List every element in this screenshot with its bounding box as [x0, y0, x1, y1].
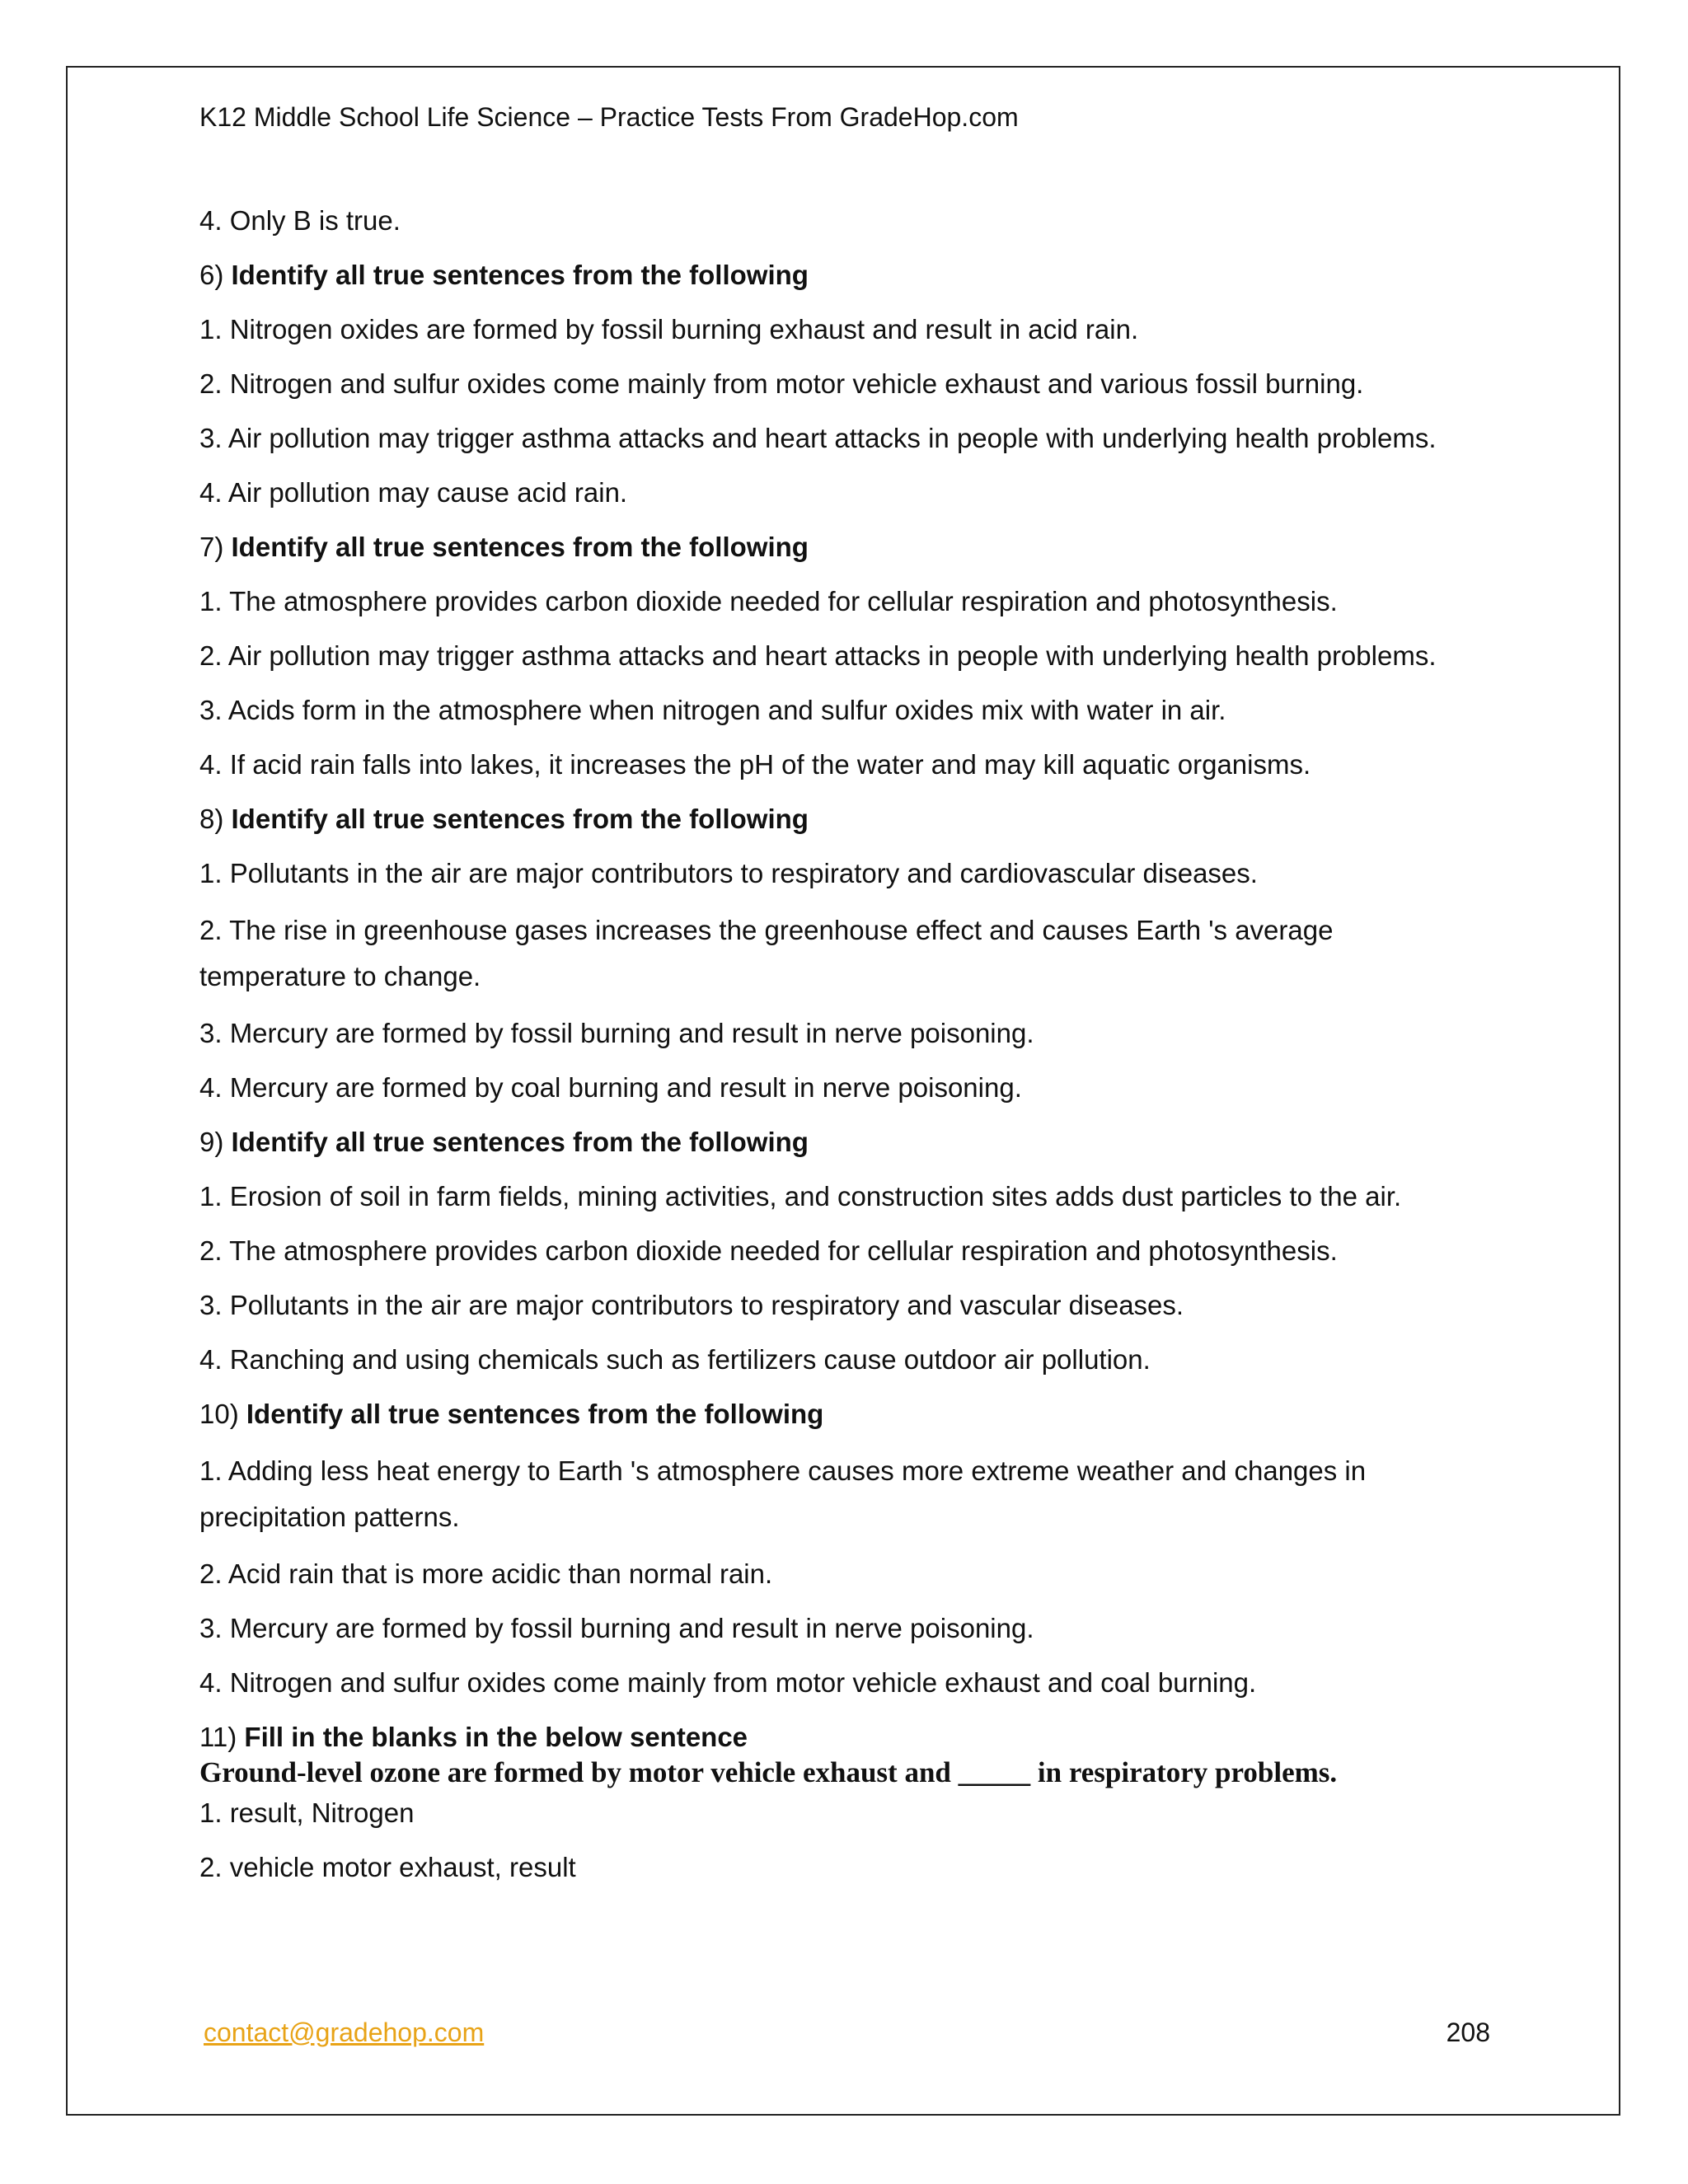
answer-option: 4. Mercury are formed by coal burning and result in nerve poisoning.: [199, 1072, 1022, 1103]
question-number: 11): [199, 1722, 237, 1752]
answer-option: 1. result, Nitrogen: [199, 1797, 415, 1828]
question-prompt: Identify all true sentences from the following: [231, 260, 809, 290]
question-number: 10): [199, 1399, 239, 1429]
question-prompt: Identify all true sentences from the following: [246, 1399, 824, 1429]
answer-option: 1. The atmosphere provides carbon dioxide needed for cellular respiration and photosynthesis.: [199, 586, 1338, 616]
question-prompt: Identify all true sentences from the following: [231, 804, 809, 834]
question-7-heading: [199, 527, 1502, 568]
answer-option: 2. The atmosphere provides carbon dioxide needed for cellular respiration and photosynthesis.: [199, 1235, 1338, 1266]
answer-option: 2. vehicle motor exhaust, result: [199, 1852, 576, 1882]
answer-option: 1. Pollutants in the air are major contributors to respiratory and cardiovascular diseases.: [199, 858, 1258, 888]
answer-option: 1. Nitrogen oxides are formed by fossil burning exhaust and result in acid rain.: [199, 314, 1139, 344]
question-number: 7): [199, 532, 224, 562]
answer-option: 3. Pollutants in the air are major contributors to respiratory and vascular diseases.: [199, 1290, 1184, 1320]
answer-option: 4. If acid rain falls into lakes, it increases the pH of the water and may kill aquatic organisms.: [199, 749, 1311, 780]
question-10-heading: [199, 1394, 1502, 1435]
answer-option: 2. Acid rain that is more acidic than normal rain.: [199, 1558, 773, 1589]
answer-option: 4. Ranching and using chemicals such as fertilizers cause outdoor air pollution.: [199, 1344, 1151, 1375]
fill-in-sentence: Ground-level ozone are formed by motor vehicle exhaust and _____ in respiratory problems.: [199, 1756, 1338, 1788]
answer-option: 2. The rise in greenhouse gases increases the greenhouse effect and causes Earth 's average temperature to change.: [199, 915, 1334, 991]
worksheet-content: [199, 200, 1502, 1901]
answer-option: 3. Air pollution may trigger asthma attacks and heart attacks in people with underlying health problems.: [199, 423, 1437, 453]
answer-option: 1. Adding less heat energy to Earth 's atmosphere causes more extreme weather and changes in precipitation patterns.: [199, 1455, 1367, 1532]
question-9-heading: [199, 1122, 1502, 1163]
question-number: 8): [199, 804, 224, 834]
question-11-heading: [199, 1717, 1502, 1758]
answer-option: 3. Mercury are formed by fossil burning and result in nerve poisoning.: [199, 1613, 1034, 1643]
question-prompt: Fill in the blanks in the below sentence: [244, 1722, 748, 1752]
page-header: K12 Middle School Life Science – Practice Tests From GradeHop.com: [199, 102, 1019, 132]
answer-option: 4. Only B is true.: [199, 205, 401, 236]
question-6-heading: [199, 255, 1502, 296]
answer-option: 4. Air pollution may cause acid rain.: [199, 477, 628, 508]
answer-option: 3. Mercury are formed by fossil burning and result in nerve poisoning.: [199, 1018, 1034, 1048]
question-number: 9): [199, 1127, 224, 1157]
contact-email-link[interactable]: contact@gradehop.com: [204, 2018, 485, 2047]
question-8-heading: [199, 799, 1502, 840]
page-number: 208: [1446, 2018, 1490, 2047]
question-prompt: Identify all true sentences from the following: [231, 532, 809, 562]
question-number: 6): [199, 260, 224, 290]
answer-option: 3. Acids form in the atmosphere when nitrogen and sulfur oxides mix with water in air.: [199, 695, 1226, 725]
answer-option: 1. Erosion of soil in farm fields, mining activities, and construction sites adds dust particles to the air.: [199, 1181, 1402, 1212]
answer-option: 2. Air pollution may trigger asthma attacks and heart attacks in people with underlying health problems.: [199, 640, 1437, 671]
answer-option: 2. Nitrogen and sulfur oxides come mainly from motor vehicle exhaust and various fossil burning.: [199, 368, 1364, 399]
question-prompt: Identify all true sentences from the following: [231, 1127, 809, 1157]
answer-option: 4. Nitrogen and sulfur oxides come mainly from motor vehicle exhaust and coal burning.: [199, 1667, 1257, 1698]
